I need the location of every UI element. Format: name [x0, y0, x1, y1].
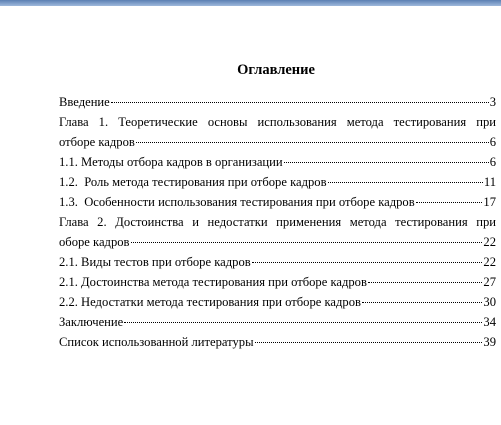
- toc-entry-label: 2.1. Виды тестов при отборе кадров: [59, 255, 251, 269]
- toc-entry-label: отборе кадров: [59, 135, 135, 149]
- toc-entry[interactable]: [59, 312, 496, 332]
- document-page: [0, 6, 501, 425]
- toc-entry[interactable]: [59, 292, 496, 312]
- dot-leader: [416, 192, 483, 203]
- toc-entry[interactable]: [59, 152, 496, 172]
- toc-entry[interactable]: [59, 252, 496, 272]
- toc-entry-label: 1.2. Роль метода тестирования при отборе кадров: [59, 175, 327, 189]
- toc-entry[interactable]: [59, 192, 496, 212]
- dot-leader: [111, 92, 489, 103]
- dot-leader: [136, 132, 489, 143]
- dot-leader: [252, 252, 483, 263]
- toc-entry-label: оборе кадров: [59, 235, 130, 249]
- toc-entry[interactable]: [59, 232, 496, 252]
- toc-entry-page: 6: [489, 135, 496, 149]
- toc-entry-page: 3: [489, 95, 496, 109]
- toc-entry-label: 2.1. Достоинства метода тестирования при отборе кадров: [59, 275, 367, 289]
- toc-entry-page: 34: [483, 315, 496, 329]
- toc-entry-label: Введение: [59, 95, 110, 109]
- toc-entry-page: 11: [483, 175, 496, 189]
- toc-entry-page: 27: [483, 275, 496, 289]
- dot-leader: [328, 172, 483, 183]
- dot-leader: [131, 232, 483, 243]
- toc-entry-page: 17: [483, 195, 496, 209]
- toc-title: Оглавление: [237, 62, 315, 78]
- toc-entry-label-line1[interactable]: Глава 1. Теоретические основы использования метода тестирования при: [59, 115, 496, 129]
- toc-entry[interactable]: [59, 332, 496, 352]
- toc-entry-page: 30: [483, 295, 496, 309]
- toc-entry-label: 1.1. Методы отбора кадров в организации: [59, 155, 283, 169]
- toc-entry[interactable]: [59, 272, 496, 292]
- toc-entry-label: 2.2. Недостатки метода тестирования при отборе кадров: [59, 295, 361, 309]
- dot-leader: [124, 312, 482, 323]
- table-of-contents: [59, 92, 496, 352]
- toc-entry-page: 39: [483, 335, 496, 349]
- toc-entry-label-line1[interactable]: Глава 2. Достоинства и недостатки применения метода тестирования при: [59, 215, 496, 229]
- dot-leader: [284, 152, 489, 163]
- toc-entry-label: 1.3. Особенности использования тестирования при отборе кадров: [59, 195, 415, 209]
- toc-entry-page: 22: [483, 255, 496, 269]
- toc-entry-page: 22: [483, 235, 496, 249]
- dot-leader: [255, 332, 483, 343]
- toc-entry[interactable]: [59, 172, 496, 192]
- toc-entry[interactable]: [59, 132, 496, 152]
- dot-leader: [368, 272, 482, 283]
- toc-entry-label: Заключение: [59, 315, 124, 329]
- toc-entry-page: 6: [489, 155, 496, 169]
- toc-entry[interactable]: [59, 92, 496, 112]
- dot-leader: [362, 292, 482, 303]
- toc-entry-label: Список использованной литературы: [59, 335, 254, 349]
